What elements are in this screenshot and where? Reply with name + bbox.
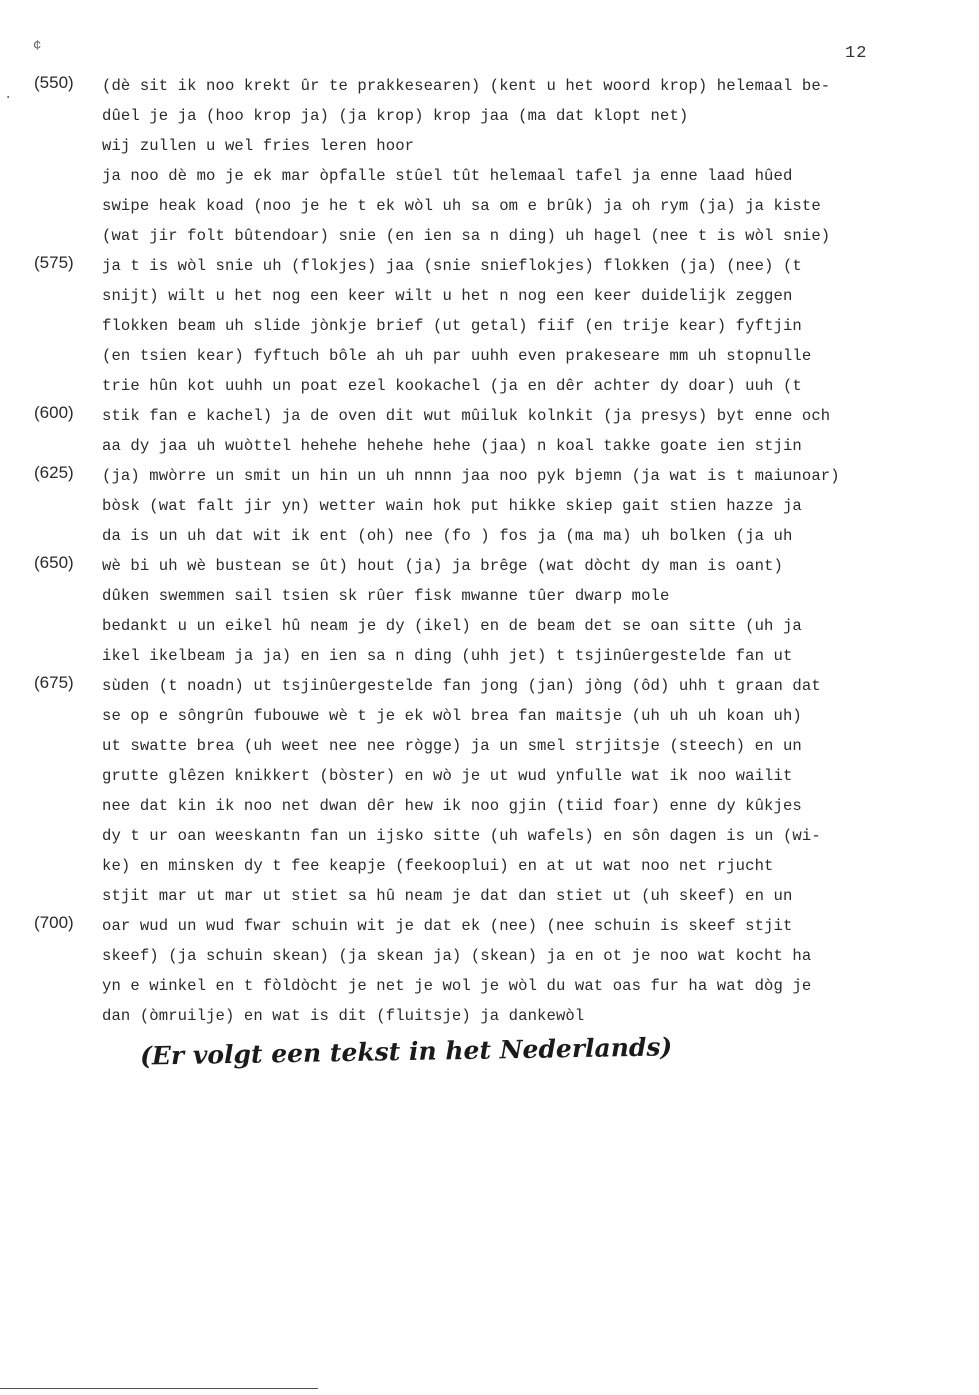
transcript-line: wij zullen u wel fries leren hoor	[102, 137, 415, 155]
transcript-line: stjit mar ut mar ut stiet sa hû neam je dat dan stiet ut (uh skeef) en un	[102, 887, 793, 905]
corner-mark: ¢	[33, 38, 42, 54]
transcript-line: wè bi uh wè bustean se ût) hout (ja) ja brêge (wat dòcht dy man is oant)	[102, 557, 783, 575]
transcript-line: ja t is wòl snie uh (flokjes) jaa (snie snieflokjes) flokken (ja) (nee) (t	[102, 257, 802, 275]
transcript-line: grutte glêzen knikkert (bòster) en wò je ut wud ynfulle wat ik noo wailit	[102, 767, 793, 785]
transcript-line: bedankt u un eikel hû neam je dy (ikel) en de beam det se oan sitte (uh ja	[102, 617, 802, 635]
transcript-line: (en tsien kear) fyftuch bôle ah uh par uuhh even prakeseare mm uh stopnulle	[102, 347, 812, 365]
handwritten-note: (Er volgt een tekst in het Nederlands)	[139, 1032, 673, 1071]
bottom-rule	[0, 1388, 318, 1389]
transcript-line: skeef) (ja schuin skean) (ja skean ja) (skean) ja en ot je noo wat kocht ha	[102, 947, 812, 965]
line-number: (625)	[34, 463, 74, 482]
transcript-line: aa dy jaa uh wuòttel hehehe hehehe hehe (jaa) n koal takke goate ien stjin	[102, 437, 802, 455]
transcript-line: nee dat kin ik noo net dwan dêr hew ik noo gjin (tiid foar) enne dy kûkjes	[102, 797, 802, 815]
transcript-line: oar wud un wud fwar schuin wit je dat ek (nee) (nee schuin is skeef stjit	[102, 917, 793, 935]
transcript-line: ja noo dè mo je ek mar òpfalle stûel tût helemaal tafel ja enne laad hûed	[102, 167, 793, 185]
transcript-line: swipe heak koad (noo je he t ek wòl uh sa om e brûk) ja oh rym (ja) ja kiste	[102, 197, 821, 215]
transcript-line: da is un uh dat wit ik ent (oh) nee (fo ) fos ja (ma ma) uh bolken (ja uh	[102, 527, 793, 545]
transcript-line: yn e winkel en t fòldòcht je net je wol je wòl du wat oas fur ha wat dòg je	[102, 977, 812, 995]
line-number: (650)	[34, 553, 74, 572]
transcript-line: dûken swemmen sail tsien sk rûer fisk mwanne tûer dwarp mole	[102, 587, 670, 605]
line-number: (575)	[34, 253, 74, 272]
page-number: 12	[845, 44, 868, 63]
line-number: (675)	[34, 673, 74, 692]
transcript-line: dûel je ja (hoo krop ja) (ja krop) krop jaa (ma dat klopt net)	[102, 107, 689, 125]
transcript-line: dan (òmruilje) en wat is dit (fluitsje) ja dankewòl	[102, 1007, 585, 1025]
line-number: (700)	[34, 913, 74, 932]
transcript-line: ut swatte brea (uh weet nee nee rògge) ja un smel strjitsje (steech) en un	[102, 737, 802, 755]
transcript-line: dy t ur oan weeskantn fan un ijsko sitte (uh wafels) en sôn dagen is un (wi-	[102, 827, 821, 845]
transcript-line: snijt) wilt u het nog een keer wilt u het n nog een keer duidelijk zeggen	[102, 287, 793, 305]
transcript-line: flokken beam uh slide jònkje brief (ut getal) fiif (en trije kear) fyftjin	[102, 317, 802, 335]
transcript-body	[102, 73, 922, 1033]
transcript-line: ikel ikelbeam ja ja) en ien sa n ding (uhh jet) t tsjinûergestelde fan ut	[102, 647, 793, 665]
line-number: (550)	[34, 73, 74, 92]
transcript-line: se op e sôngrûn fubouwe wè t je ek wòl brea fan maitsje (uh uh uh koan uh)	[102, 707, 802, 725]
transcript-line: sùden (t noadn) ut tsjinûergestelde fan jong (jan) jòng (ôd) uhh t graan dat	[102, 677, 821, 695]
transcript-line: (wat jir folt bûtendoar) snie (en ien sa n ding) uh hagel (nee t is wòl snie)	[102, 227, 831, 245]
line-number: (600)	[34, 403, 74, 422]
transcript-line: (dè sit ik noo krekt ûr te prakkesearen) (kent u het woord krop) helemaal be-	[102, 77, 831, 95]
transcript-line: stik fan e kachel) ja de oven dit wut mûiluk kolnkit (ja presys) byt enne och	[102, 407, 831, 425]
transcript-line: trie hûn kot uuhh un poat ezel kookachel (ja en dêr achter dy doar) uuh (t	[102, 377, 802, 395]
transcript-line: ke) en minsken dy t fee keapje (feekooplui) en at ut wat noo net rjucht	[102, 857, 774, 875]
transcript-line: bòsk (wat falt jir yn) wetter wain hok put hikke skiep gait stien hazze ja	[102, 497, 802, 515]
margin-dot: ·	[4, 90, 13, 106]
transcript-line: (ja) mwòrre un smit un hin un uh nnnn jaa noo pyk bjemn (ja wat is t maiunoar)	[102, 467, 840, 485]
